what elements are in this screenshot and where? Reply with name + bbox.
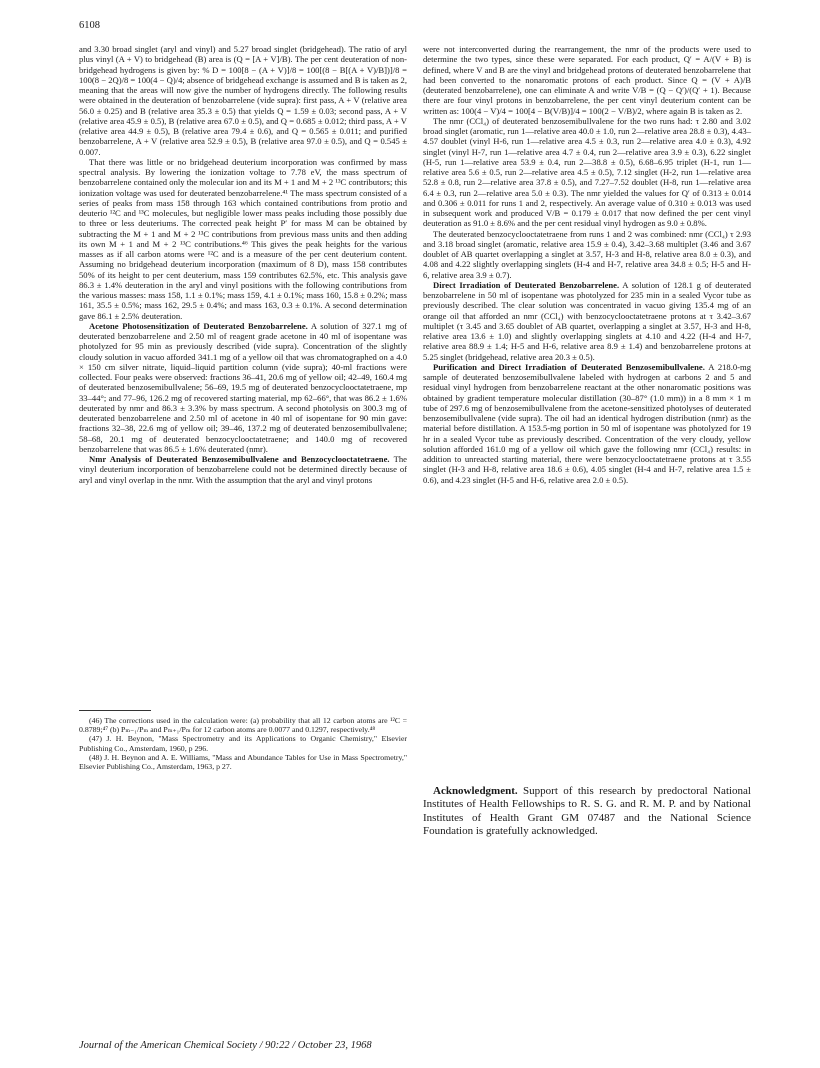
- paragraph: were not interconverted during the rearrangement, the nmr of the products were used to determine the two types, since these were separated. For each product, Q′ = A/(V + B) is defined, where V and B are the vinyl and bridgehead protons of deuterated benzobarrelene that had been converted to the nonaromatic protons of each product. Since Q = (V + A)/B (deuterated benzobarrelene), one can eliminate A and write V/B = (Q − Q′)/(Q′ + 1). Because there are four vinyl protons in benzobarrelene, the per cent vinyl deuterium content can be written as: 100(4 − V)/4 = 100[4 − B(V/B)]/4 = 100(2 − V/B)/2, where again B is taken as 2.: [423, 44, 751, 116]
- footnote: (48) J. H. Beynon and A. E. Williams, "Mass and Abundance Tables for Use in Mass Spectrometry," Elsevier Publishing Co., Amsterdam, 1963, p 27.: [79, 752, 407, 772]
- paragraph: The nmr (CCl₄) of deuterated benzosemibullvalene for the two runs had: τ 2.80 and 3.02 broad singlet (aromatic, run 1—relative area 40.0 ± 1.0, run 2—relative area 28.8 ± 0.3), 4.43–4.57 doublet (vinyl H-6, run 1—relative area 4.5 ± 0.3, run 2—relative area 4.0 ± 0.3), 4.92 singlet (vinyl H-7, run 1—relative area 4.7 ± 0.4, run 2—relative area 3.9 ± 0.3), 6.22 singlet (H-5, run 1—relative area 53.9 ± 0.4, run 2—38.8 ± 0.5), 6.68–6.95 triplet (H-1, run 1—relative area 5.6 ± 0.5, run 2—relative area 4.5 ± 0.5), 7.12 singlet (H-2, run 1—relative area 52.8 ± 0.8, run 2—relative area 37.8 ± 0.5), and 7.27–7.52 doublet (H-8, run 1—relative area 6.4 ± 0.3, run 2—relative area 5.0 ± 0.3). The nmr yielded the values for Q′ of 0.313 ± 0.014 and 0.306 ± 0.011 for runs 1 and 2, respectively. An average value of 0.310 ± 0.013 was used in subsequent work and produced V/B = 0.179 ± 0.017 that now defined the per cent vinyl deuteration as 91.0 ± 8.6% and the per cent residual vinyl hydrogen as 9.0 ± 0.8%.: [423, 115, 751, 229]
- paragraph: Direct Irradiation of Deuterated Benzobarrelene. A solution of 128.1 g of deuterated benzobarrelene in 50 ml of isopentane was photolyzed for 235 min in a sealed Vycor tube as previously described. The clear solution was concentrated in vacuo giving 135.4 mg of an orange oil that afforded an nmr (CCl₄) with benzocyclooctatetraene protons at τ 3.42–3.67 multiplet (τ 3.45 and 3.65 doublet of AB quartet, overlapping a singlet at 3.57, H-3 and H-8, relative area 13.6 ± 1.0) and slightly overlapping singlets at 4.10 and 4.22 (H-4 and H-7, relative area 88.9 ± 1.4; H-5 and H-6, relative area 8.9 ± 1.4) and benzobarrelene protons at 5.25 singlet (bridgehead, relative area 20.3 ± 0.5).: [423, 279, 751, 362]
- right-column: [423, 44, 751, 485]
- acknowledgment-heading: Acknowledgment.: [433, 785, 518, 797]
- paragraph: That there was little or no bridgehead deuterium incorporation was confirmed by mass spectral analysis. By lowering the ionization voltage to 7.78 eV, the mass spectrum of benzobarrelene contained only the molecular ion and its M + 1 and M + 2 ¹³C contributors; this ionization voltage was used for deuterated benzobarrelene.⁴¹ The mass spectrum consisted of a series of peaks from mass 158 through 163 which contained contributions from protio and deuterio ¹²C and ¹³C molecules, but negligible lower mass peaks including those possibly due to three or less deuteriums. The corrected peak height P′ for mass M can be obtained by subtracting the M + 1 and M + 2 ¹³C contributions from previous mass units and then adding its own M + 1 and M + 2 ¹³C contributions.⁴⁶ This gives the peak heights for the various masses as if all carbon atoms were ¹²C and is a measure of the per cent deuterium content. Assuming no bridgehead deuterium incorporation (maximum of 8 D), mass 158 contributes 50% of its height to per cent deuterium, mass 159 contributes 62.5%, etc. This analysis gave 86.3 ± 1.4% deuteration in the aryl and vinyl positions with the following contributions from the various masses: mass 158, 1.1 ± 0.1%; mass 159, 4.1 ± 0.1%; mass 160, 15.8 ± 0.2%; mass 161, 35.5 ± 0.5%; mass 162, 29.5 ± 0.4%; and mass 163, 0.3 ± 0.1%. A second determination gave 86.1 ± 2.5% deuteration.: [79, 156, 407, 321]
- paragraph: and 3.30 broad singlet (aryl and vinyl) and 5.27 broad singlet (bridgehead). The ratio of aryl plus vinyl (A + V) to bridgehead (B) area is (Q = [A + V]/B). The per cent deuteration of non-bridgehead hydrogens is given by: % D = 100[8 − (A + V)]/8 = 100[(8 − B[(A + V)/B])]/8 = 100(8 − 2Q)/8 = 100(4 − Q)/4; absence of bridgehead exchange is assumed and B is taken as 2, meaning that the areas will now give the number of hydrogens directly. The following results were obtained in the deuteration of benzobarrelene (vide supra): first pass, A + V (relative area 56.0 ± 0.25) and B (relative area 35.3 ± 0.5) that yields Q = 1.59 ± 0.03; second pass, A + V (relative area 45.9 ± 0.5), B (relative area 67.0 ± 0.5), and Q = 0.685 ± 0.012; third pass, A + V (relative area 44.9 ± 0.5), B (relative area 79.4 ± 0.6), and Q = 0.565 ± 0.011; and purified benzobarrelene, A + V (relative area 52.9 ± 0.5), B (relative area 97.0 ± 0.5), and Q = 0.545 ± 0.007.: [79, 44, 407, 157]
- paragraph: Nmr Analysis of Deuterated Benzosemibullvalene and Benzocyclooctatetraene. The vinyl deuterium incorporation of benzobarrelene could not be determined directly because of aryl and vinyl overlap in the nmr. With the assumption that the aryl and vinyl protons: [79, 454, 407, 485]
- journal-footer: Journal of the American Chemical Society / 90:22 / October 23, 1968: [79, 1040, 372, 1051]
- section-heading: Direct Irradiation of Deuterated Benzobarrelene.: [433, 279, 620, 290]
- footnote: (47) J. H. Beynon, "Mass Spectrometry and its Applications to Organic Chemistry," Elsevier Publishing Co., Amsterdam, 1960, p 296.: [79, 734, 407, 753]
- page-number: 6108: [79, 20, 100, 31]
- section-heading: Purification and Direct Irradiation of Deuterated Benzosemibullvalene.: [433, 361, 705, 372]
- acknowledgment: Acknowledgment. Support of this research by predoctoral National Institutes of Health Fellowships to R. S. G. and R. M. P. and by National Institutes of Health Grant GM 07487 and the National Science Foundation is gratefully acknowledged.: [423, 785, 751, 838]
- paragraph: Purification and Direct Irradiation of Deuterated Benzosemibullvalene. A 218.0-mg sample of deuterated benzosemibullvalene labeled with hydrogen at carbons 2 and 5 and residual vinyl hydrogen from benzobarrelene reactant at the other nonaromatic positions was obtained by gradient temperature molecular distillation (30–87° (1.0 mm)) in a 8 mm × 1 m tube of 297.6 mg of benzosemibullvalene from the acetone-sensitized photolyses of deuterated benzosemibullvalene (vide supra). The oil had an identical hydrogen distribution (nmr) as the material before distillation. A 153.5-mg portion in 50 ml of isopentane was photolyzed for 19 hr in a sealed Vycor tube as previously described. Concentration of the very cloudy, yellow solution afforded 161.0 mg of a yellow oil which gave the following nmr (CCl₄) results: in addition to unreacted starting material, there were benzocyclooctatetraene protons at τ 3.55 singlet (H-3 and H-8, relative area 18.6 ± 0.6), 4.05 singlet (H-4 and H-7, relative area 1.5 ± 0.6), and 4.23 singlet (H-5 and H-6, relative area 2.0 ± 0.5).: [423, 361, 752, 485]
- footnotes: [79, 716, 407, 771]
- left-column: [79, 44, 407, 485]
- footnote: (46) The corrections used in the calculation were: (a) probability that all 12 carbon atoms are ¹²C = 0.8789;⁴⁷ (b) Pₘ₋₁/Pₘ and Pₘ₊₁/Pₘ for 12 carbon atoms are 0.0077 and 0.1297, respectively.⁴⁸: [79, 716, 407, 735]
- paragraph: The deuterated benzocyclooctatetraene from runs 1 and 2 was combined: nmr (CCl₄) τ 2.93 and 3.18 broad singlet (aromatic, relative area 15.9 ± 0.4), 3.42–3.68 multiplet (3.46 and 3.67 doublet of AB quartet overlapping a singlet at 3.57, H-3 and H-8, relative area 8.0 ± 0.3), and 4.08 and 4.22 slightly overlapping singlets (H-4 and H-7, relative area 34.8 ± 0.5; H-5 and H-6, relative area 3.9 ± 0.7).: [423, 228, 751, 280]
- section-heading: Acetone Photosensitization of Deuterated Benzobarrelene.: [89, 320, 308, 331]
- paragraph: Acetone Photosensitization of Deuterated Benzobarrelene. A solution of 327.1 mg of deuterated benzobarrelene and 2.50 ml of reagent grade acetone in 40 ml of isopentane was photolyzed for 95 min as previously described (vide supra). Concentration of the slightly cloudy solution in vacuo afforded 341.1 mg of a yellow oil that was chromatographed on a 4.0 × 150 cm silver nitrate, liquid–liquid partition column (vide supra); 40-ml fractions were collected. Four peaks were observed: fractions 36–41, 20.6 mg of yellow oil; 42–49, 160.4 mg of deuterated benzosemibullvalene; 56–69, 19.5 mg of deuterated benzocyclooctatetraene, mp 33–44°; and 77–96, 126.2 mg of recovered starting material, mp 62–66°, that was 86.2 ± 1.6% deuterated by nmr and 86.3 ± 3.3% by mass spectrum. A second photolysis on 300.3 mg of deuterated benzobarrelene and 2.50 ml of acetone in 40 ml of isopentane for 90 min gave: fractions 32–38, 22.6 mg of yellow oil; 39–46, 137.2 mg of deuterated benzosemibullvalene; 58–68, 20.1 mg of deuterated benzocyclooctatetraene; and 140.0 mg of recovered benzobarrelene that was 86.5 ± 1.6% deuterated (nmr).: [79, 320, 408, 454]
- footnote-divider: [79, 710, 151, 711]
- section-heading: Nmr Analysis of Deuterated Benzosemibullvalene and Benzocyclooctatetraene.: [89, 454, 390, 464]
